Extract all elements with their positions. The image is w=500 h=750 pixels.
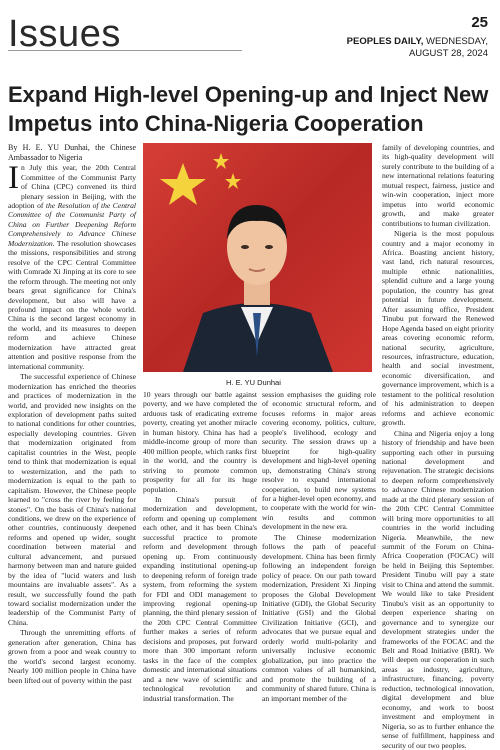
byline: By H. E. YU Dunhai, the Chinese Ambassador to Nigeria	[8, 143, 136, 162]
section-rule	[8, 50, 242, 51]
headline: Expand High-level Opening-up and Inject New Impetus into China-Nigeria Cooperation	[8, 82, 489, 136]
portrait-image	[143, 143, 372, 372]
paper-date: AUGUST 28, 2024	[408, 48, 488, 59]
masthead	[0, 0, 500, 70]
paragraph-text: The resolution showcases the missions, responsibilities and strong resolve of the CPC Central Committee with Comrade Xi Jinping at its core to see the reform through. The meeting not only bears great significance for China's development, but also will have a profound impact on the whole world. China is the second largest economy in the world, and its measures to deepen reform and achieve Chinese modernization have attracted great attention and positive response from the international community.	[8, 238, 136, 371]
photo-caption: H. E. YU Dunhai	[226, 378, 281, 387]
article-paragraph: 10 years through our battle against poverty, and we have completed the arduous task of eradicating extreme poverty, creating yet another miracle in human history. China has had a middle-income group of more than 400 million people, which ranks first in the world, and the country is striving to promote common prosperity for all for its huge population.	[143, 390, 257, 494]
article-column-1	[8, 143, 136, 685]
article-paragraph: China and Nigeria enjoy a long history of friendship and have been supporting each other in pursuing national development and rejuvenation. The strategic decisions to deepen reform comprehensively to advance Chinese modernization made at the third plenary session of the 20th CPC Central Committee will bring more opportunities to all countries in the world including Nigeria. Meanwhile, the new summit of the Forum on China-Africa Cooperation (FOCAC) will be held in Beijing this September. President Tinubu will pay a state visit to China and attend the summit. We would like to take President Tinubu's visit as an opportunity to deepen experience sharing on governance and to synergize our development strategies under the frameworks of the FOCAC and the Belt and Road Initiative (BRI). We will deepen our cooperation in such areas as industry, agriculture, infrastructure, financing, poverty reduction, technological innovation, digital development and blue economy, and work to boost investment and employment in Nigeria, so as to further enhance the sense of fulfillment, happiness and security of our two peoples.	[382, 428, 494, 750]
article-paragraph: family of developing countries, and its high-quality development will surely contribute to the building of a new international relations featuring mutual respect, fairness, justice and win-win cooperation, inject more impetus into world economic growth, and make greater contributions to human civilization.	[382, 143, 494, 228]
resolution-title: the Resolution of the Central Committee of the Communist Party of China on Further Deepening Reform Comprehensively to Advance Chinese Modernization.	[8, 201, 136, 248]
article-paragraph: In China's pursuit of modernization and development, reform and opening up complement each other, and it has been China's successful practice to promote reform and development through opening up. From continuously expanding institutional opening-up to deepening reform of foreign trade system, from reforming the system for FDI and ODI management to improving regional opening-up planning, the third plenary session of the 20th CPC Central Committee further makes a series of reform decisions and proposes, put forward more than 300 important reform tasks in the face of the complex domestic and international situations and a new wave of scientific and technological revolution and industrial transformation. The	[143, 494, 257, 703]
article-paragraph	[8, 160, 136, 371]
article-paragraph: Nigeria is the most populous country and a major economy in Africa. Boasting ancient history, vast land, rich natural resources, multiple ethnic nationalities, splendid culture and a large young population, the country has great potential in future development. After assuming office, President Tinubu put forward the Renewed Hope Agenda based on eight priority areas covering economic reform, national security, agriculture, resources, infrastructure, education, health and social investment, economic diversification, and governance improvement, which is a testament to the political resolution of his administration to deepen reforms and achieve economic growth.	[382, 229, 494, 428]
drop-cap: I	[8, 160, 19, 197]
paragraph-text: n July this year, the 20th Central Committee of the Communist Party of China (CPC) convened its third plenary session in Beijing, with the adoption of	[8, 163, 136, 210]
paper-name: PEOPLES DAILY,	[346, 36, 424, 47]
article-paragraph: Through the unremitting efforts of generation after generation, China has grown from a poor and weak country to the world's second largest economy. Nearly 100 million people in China have been lifted out of poverty within the past	[8, 628, 136, 685]
article-paragraph: The successful experience of Chinese modernization has enriched the theories and practices of modernization in the world, and provided new insights on the exploration of development paths suited to national conditions for other countries, especially developing countries. Given that modernization originated from capitalist countries in the West, people tend to think that modernization is equal to westernization, and the path to modernization is equal to the path to capitalism. However, the Chinese people learned to "cross the river by feeling for stones". On the basis of China's national conditions, we drew on the experience of other countries, continuously deepened reforms and opened up wider, sought coordination between material and cultural advancement, and pursued harmony between man and nature guided by the idea of "lucid waters and lush mountains are invaluable assets". As a result, we successfully found the path toward socialist modernization under the leadership of the Communist Party of China.	[8, 372, 136, 627]
article-column-3	[262, 390, 376, 703]
article-paragraph: The Chinese modernization follows the path of peaceful development. China has been firmly following an independent foreign policy of peace. On our path toward modernization, President Xi Jinping proposes the Global Development Initiative (GDI), the Global Security Initiative (GSI) and the Global Civilization Initiative (GCI), and advocates that we pursue equal and orderly world multi-polarity and universally inclusive economic globalization, put into practice the common values of all humankind, and promote the building of a community of shared future. China is an important member of the	[262, 532, 376, 703]
page-number: 25	[471, 14, 488, 31]
paper-dateline	[347, 36, 488, 60]
ambassador-photo	[143, 143, 372, 372]
article-column-4	[382, 143, 494, 750]
paper-day: WEDNESDAY,	[423, 36, 488, 47]
section-title: Issues	[8, 13, 121, 55]
article-paragraph: session emphasises the guiding role of economic structural reform, and focuses reforms in major areas covering economy, politics, culture, people's livelihood, ecology and security. The session draws up a blueprint for high-quality development and high-level opening up, demonstrating China's strong resolve to expand international cooperation, to build new systems for a higher-level open economy, and to cooperate with the world for win-win results and common development in the new era.	[262, 390, 376, 532]
article-column-2	[143, 390, 257, 703]
